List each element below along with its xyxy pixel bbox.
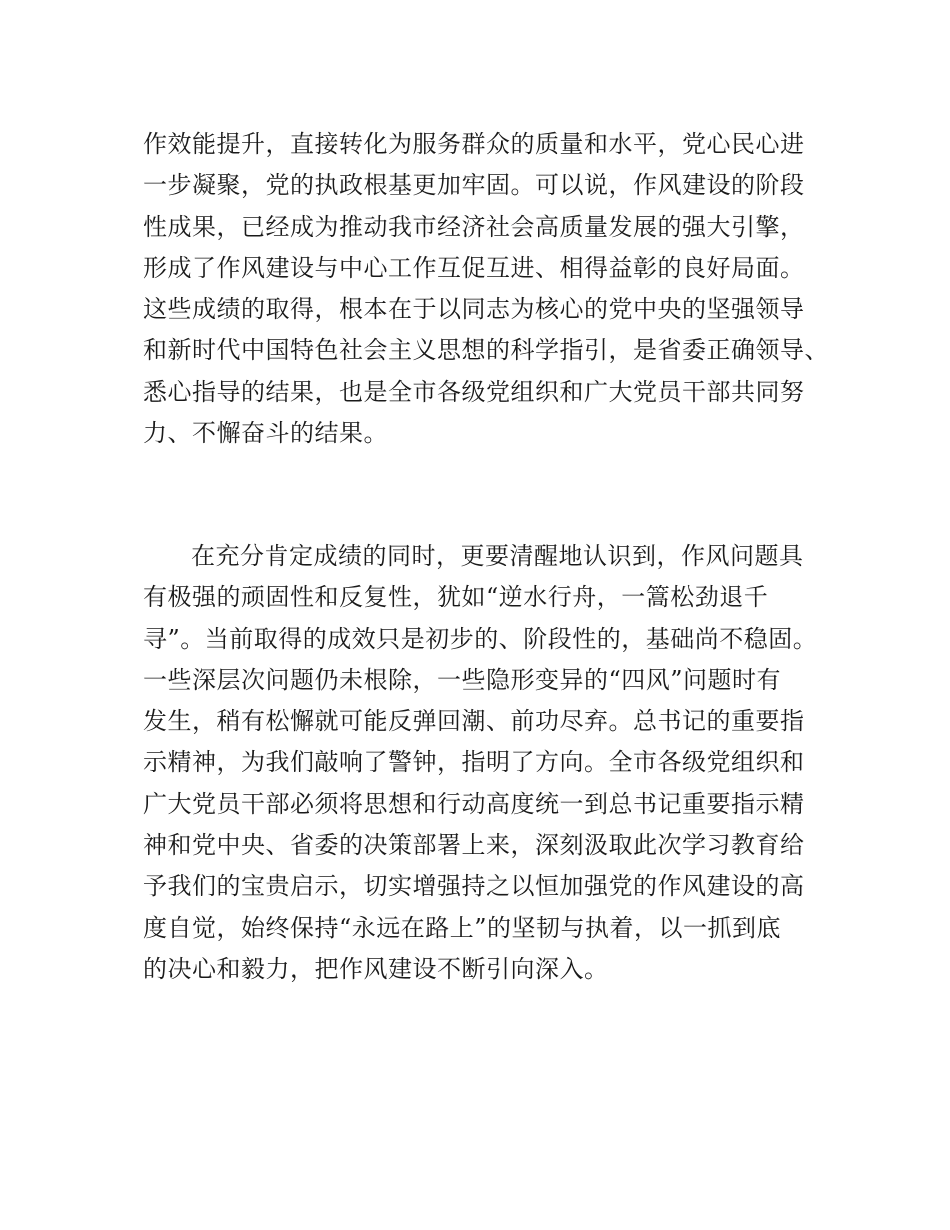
paragraph-line: 一些深层次问题仍未根除，一些隐形变异的“四风”问题时有	[143, 665, 782, 694]
paragraph-line: 的决心和毅力，把作风建设不断引向深入。	[143, 954, 609, 983]
paragraph-line: 和新时代中国特色社会主义思想的科学指引，是省委正确领导、	[143, 336, 829, 365]
paragraph-line: 发生，稍有松懈就可能反弹回潮、前功尽弃。总书记的重要指	[143, 707, 805, 736]
paragraph-line: 度自觉，始终保持“永远在路上”的坚韧与执着，以一抓到底	[143, 913, 782, 942]
paragraph-line: 神和党中央、省委的决策部署上来，深刻汲取此次学习教育给	[143, 831, 805, 860]
paragraph-2	[143, 536, 823, 990]
paragraph-line: 形成了作风建设与中心工作互促互进、相得益彰的良好局面。	[143, 253, 805, 282]
paragraph-line: 一步凝聚，党的执政根基更加牢固。可以说，作风建设的阶段	[143, 171, 805, 200]
paragraph-line: 予我们的宝贵启示，切实增强持之以恒加强党的作风建设的高	[143, 872, 805, 901]
paragraph-line: 在充分肯定成绩的同时，更要清醒地认识到，作风问题具	[191, 542, 804, 570]
paragraph-line: 这些成绩的取得，根本在于以同志为核心的党中央的坚强领导	[143, 295, 805, 324]
paragraph-line: 悉心指导的结果，也是全市各级党组织和广大党员干部共同努	[143, 377, 805, 406]
paragraph-line: 作效能提升，直接转化为服务群众的质量和水平，党心民心进	[143, 130, 805, 158]
paragraph-line: 有极强的顽固性和反复性，犹如“逆水行舟，一篙松劲退千	[143, 583, 769, 612]
paragraph-line: 性成果，已经成为推动我市经济社会高质量发展的强大引擎，	[143, 212, 805, 241]
paragraph-line: 示精神，为我们敲响了警钟，指明了方向。全市各级党组织和	[143, 748, 805, 777]
paragraph-line: 广大党员干部必须将思想和行动高度统一到总书记重要指示精	[143, 789, 805, 818]
paragraph-line: 寻”。当前取得的成效只是初步的、阶段性的，基础尚不稳固。	[143, 624, 818, 653]
paragraph-1	[143, 124, 829, 454]
paragraph-line: 力、不懈奋斗的结果。	[143, 419, 388, 448]
